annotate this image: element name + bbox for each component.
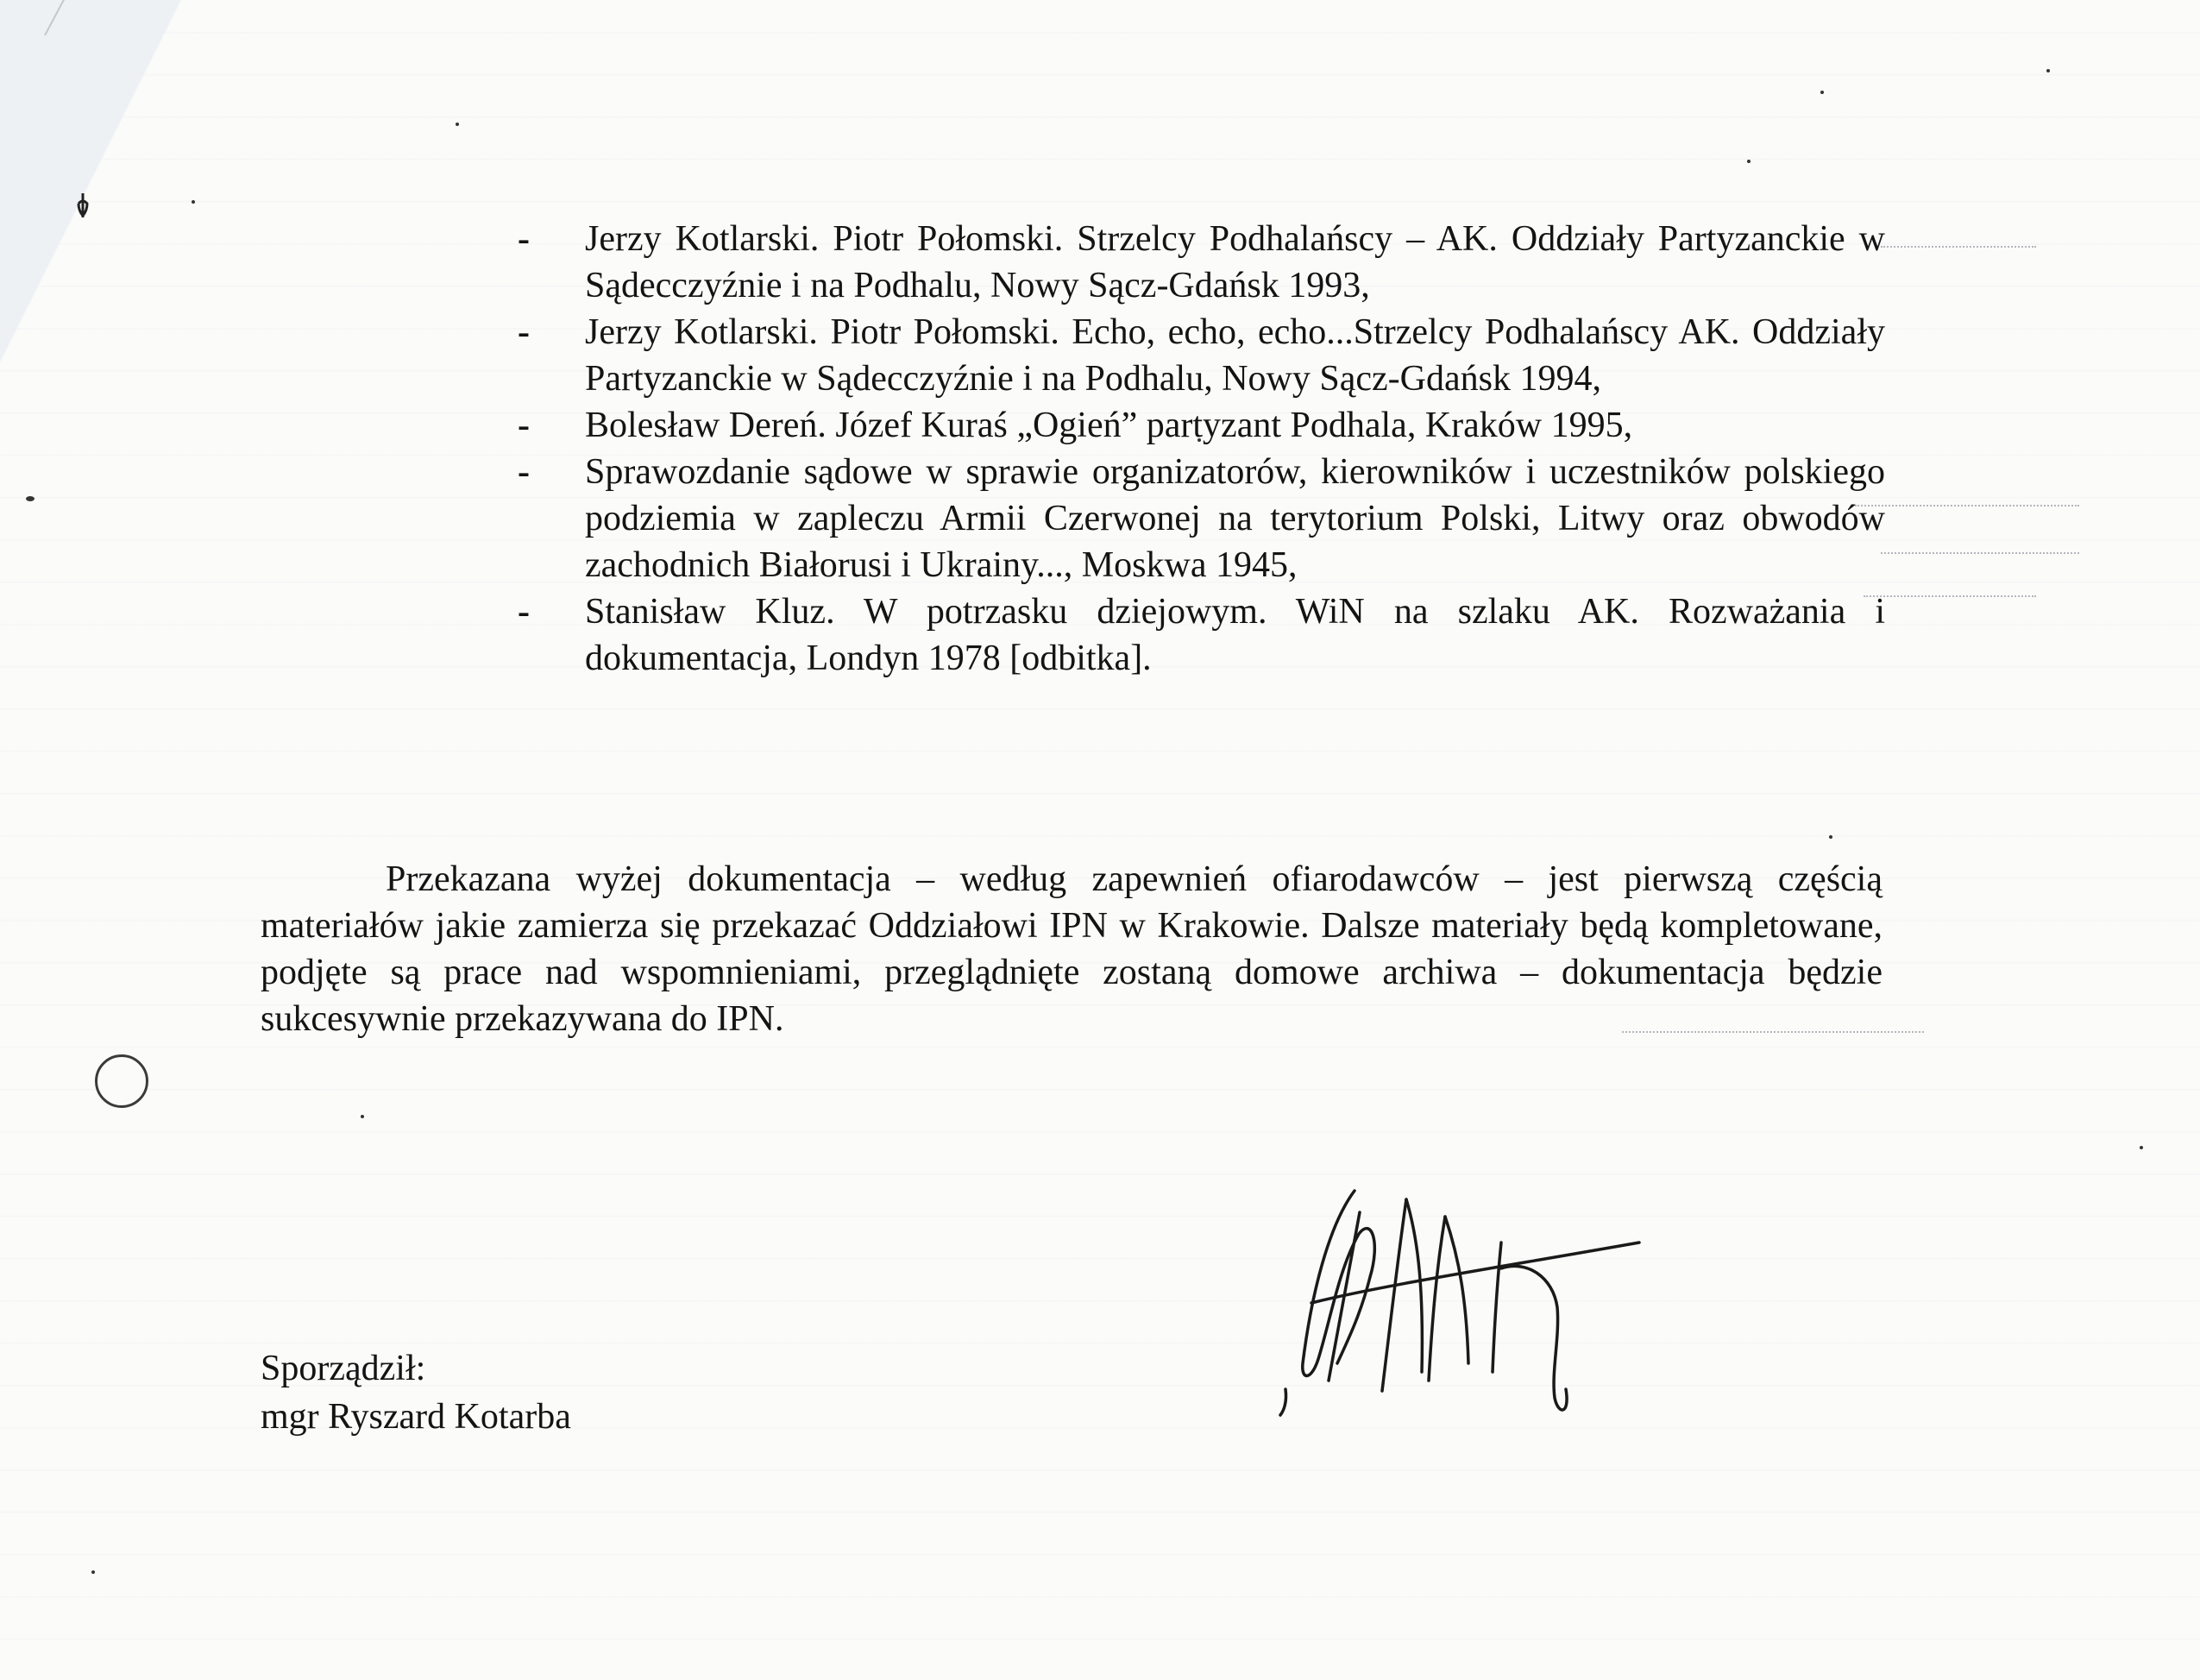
scan-speck: [1747, 160, 1751, 163]
list-bullet: -: [518, 312, 530, 352]
scan-speck: [2140, 1146, 2143, 1149]
bibliography-text: Jerzy Kotlarski. Piotr Połomski. Echo, echo, echo...Strzelcy Podhalańscy AK. Oddziały Partyzanckie w Sądecczyźnie i na Podhalu, Nowy Sącz-Gdańsk 1994,: [585, 312, 1885, 399]
bibliography-text: Bolesław Dereń. Józef Kuraś „Ogień” partyzant Podhala, Kraków 1995,: [585, 406, 1633, 445]
scan-dotted-line: [1881, 246, 2036, 248]
bibliography-text: Sprawozdanie sądowe w sprawie organizatorów, kierowników i uczestników polskiego podziemia w zapleczu Armii Czerwonej na terytorium Polski, Litwy oraz obwodów zachodnich Białorusi i Ukrainy..., Moskwa 1945,: [585, 452, 1885, 585]
bibliography-item: [509, 588, 1885, 682]
scan-speck: [456, 123, 459, 126]
list-bullet: -: [518, 452, 530, 492]
handwritten-signature: [1277, 1165, 1656, 1424]
list-bullet: -: [518, 592, 530, 632]
scan-speck: [1820, 91, 1824, 94]
bibliography-item: [509, 449, 1885, 588]
bibliography-item: [509, 309, 1885, 402]
list-bullet: -: [518, 219, 530, 259]
bibliography-list: [509, 216, 1885, 682]
prepared-by-label: Sporządził:: [261, 1349, 426, 1388]
author-name: mgr Ryszard Kotarba: [261, 1397, 571, 1437]
bibliography-text: Stanisław Kluz. W potrzasku dziejowym. WiN na szlaku AK. Rozważania i dokumentacja, Londyn 1978 [odbitka].: [585, 592, 1885, 678]
bibliography-item: [509, 216, 1885, 309]
page-number-mark: [76, 192, 90, 223]
scan-dotted-line: [1855, 505, 2079, 507]
bibliography-text: Jerzy Kotlarski. Piotr Połomski. Strzelcy Podhalańscy – AK. Oddziały Partyzanckie w Sądecczyźnie i na Podhalu, Nowy Sącz-Gdańsk 1993,: [585, 219, 1885, 305]
punch-hole: [95, 1054, 148, 1108]
scan-speck: [2046, 69, 2050, 72]
scan-dotted-line: [1881, 552, 2079, 554]
scan-speck: [361, 1115, 364, 1118]
list-bullet: -: [518, 406, 530, 445]
folded-corner: [0, 0, 181, 362]
scan-speck: [91, 1570, 95, 1574]
scan-dotted-line: [1864, 595, 2036, 597]
scan-speck: [26, 496, 35, 501]
body-paragraph: Przekazana wyżej dokumentacja – według zapewnień ofiarodawców – jest pierwszą częścią materiałów jakie zamierza się przekazać Oddziałowi IPN w Krakowie. Dalsze materiały będą kompletowane, podjęte są prace nad wspomnieniami, przeglądnięte zostaną domowe archiwa – dokumentacja będzie sukcesywnie przekazywana do IPN.: [261, 859, 1883, 1039]
signature-block: [261, 1344, 571, 1441]
scan-speck: [192, 200, 195, 204]
scan-speck: [1829, 835, 1832, 839]
bibliography-item: [509, 402, 1885, 449]
